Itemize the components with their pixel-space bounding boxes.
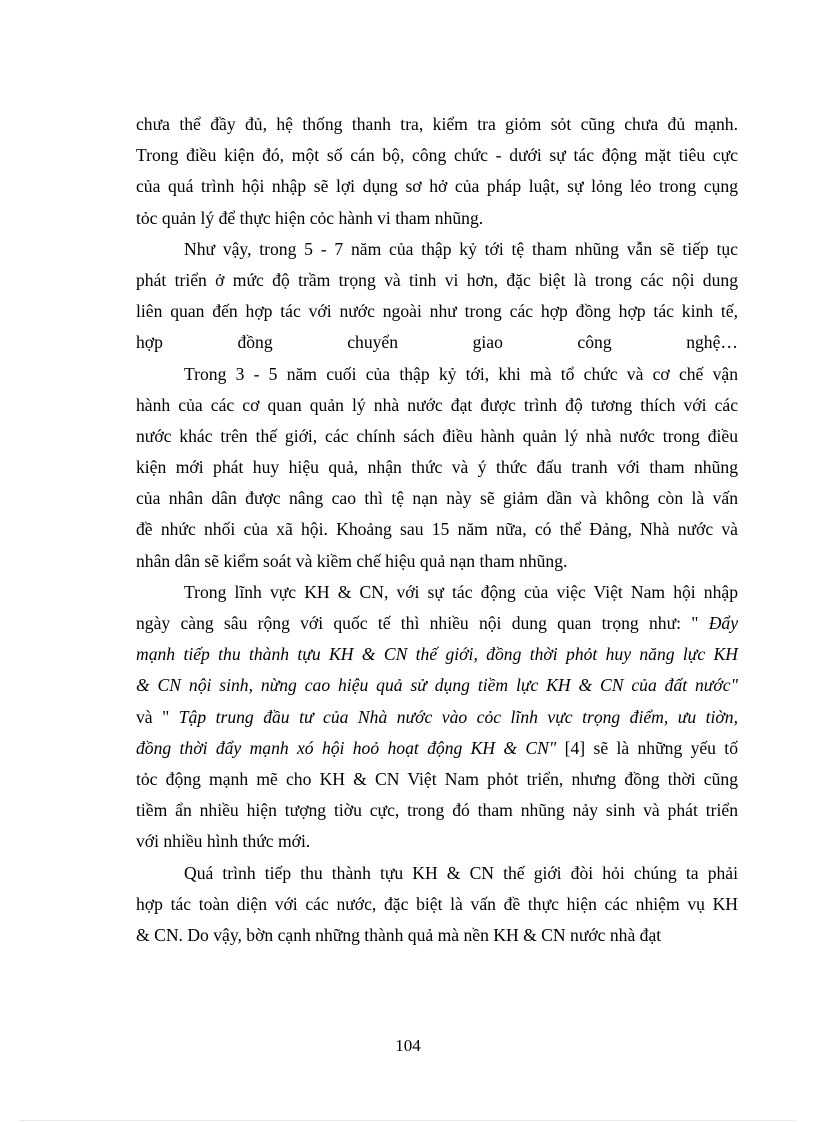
text-line bbox=[136, 639, 738, 670]
text-line bbox=[136, 608, 738, 639]
text-segment: Trong 3 - 5 năm cuối của thập kỷ tới, khi mà tổ chức và cơ chế vận bbox=[184, 363, 738, 384]
page-bottom-divider bbox=[20, 1120, 796, 1121]
text-line bbox=[136, 764, 738, 795]
text-segment: hợp tác toàn diện với các nước, đặc biệt là vấn đề thực hiện các nhiệm vụ KH bbox=[136, 893, 738, 914]
text-segment: của nhân dân được nâng cao thì tệ nạn này sẽ giảm dần và không còn là vấn bbox=[136, 488, 738, 509]
text-segment: liên quan đến hợp tác với nước ngoài như trong các hợp đồng hợp tác kinh tế, bbox=[136, 301, 738, 322]
body-text bbox=[136, 109, 738, 951]
text-segment: Trong điều kiện đó, một số cán bộ, công chức - dưới sự tác động mặt tiêu cực bbox=[136, 145, 738, 166]
text-segment: ngày càng sâu rộng với quốc tế thì nhiều nội dung quan trọng như: " bbox=[136, 613, 709, 633]
text-segment: chưa thể đầy đủ, hệ thống thanh tra, kiểm tra giỏm sỏt cũng chưa đủ mạnh. bbox=[136, 114, 738, 134]
text-line bbox=[136, 577, 738, 608]
text-line bbox=[136, 390, 738, 421]
text-line bbox=[136, 483, 738, 514]
text-segment: & CN. Do vậy, bờn cạnh những thành quả mà nền KH & CN nước nhà đạt bbox=[136, 924, 662, 945]
text-segment: tiềm ẩn nhiều hiện tượng tiờu cực, trong đó tham nhũng nảy sinh và phát triển bbox=[136, 800, 738, 821]
text-line bbox=[136, 858, 738, 889]
text-line bbox=[136, 670, 738, 701]
text-line bbox=[136, 359, 738, 390]
text-line bbox=[136, 234, 738, 265]
text-segment: hành của các cơ quan quản lý nhà nước đạt được trình độ tương thích với các bbox=[136, 394, 738, 415]
italic-quote-segment: & CN nội sinh, nừng cao hiệu quả sử dụng tiềm lực KH & CN của đất nước" bbox=[136, 675, 738, 696]
text-segment: đề nhức nhối của xã hội. Khoảng sau 15 năm nữa, có thể Đảng, Nhà nước và bbox=[136, 519, 738, 540]
text-line bbox=[136, 889, 738, 920]
text-segment: với nhiều hình thức mới. bbox=[136, 831, 311, 852]
text-line bbox=[136, 109, 738, 140]
text-segment: của quá trình hội nhập sẽ lợi dụng sơ hở của pháp luật, sự lỏng lẻo trong cụng bbox=[136, 176, 738, 197]
text-line bbox=[136, 140, 738, 171]
text-segment: nhân dân sẽ kiểm soát và kiềm chế hiệu quả nạn tham nhũng. bbox=[136, 550, 568, 571]
text-line bbox=[136, 327, 738, 358]
text-line bbox=[136, 421, 738, 452]
text-line bbox=[136, 795, 738, 826]
text-segment: nước khác trên thế giới, các chính sách điều hành quản lý nhà nước trong điều bbox=[136, 425, 738, 446]
text-segment: Quá trình tiếp thu thành tựu KH & CN thế giới đòi hỏi chúng ta phải bbox=[184, 862, 738, 883]
italic-quote-segment: mạnh tiếp thu thành tựu KH & CN thế giới, đồng thời phỏt huy năng lực KH bbox=[136, 644, 738, 665]
text-segment: và " bbox=[136, 706, 179, 727]
text-line bbox=[136, 826, 738, 857]
text-segment: kiện mới phát huy hiệu quả, nhận thức và ý thức đấu tranh với tham nhũng bbox=[136, 457, 738, 478]
italic-quote-segment: Tập trung đầu tư của Nhà nước vào cỏc lĩnh vực trọng điểm, ưu tiờn, bbox=[178, 706, 738, 727]
text-line bbox=[136, 514, 738, 545]
text-segment: phát triển ở mức độ trầm trọng và tinh vi hơn, đặc biệt là trong các nội dung bbox=[136, 269, 738, 290]
text-line bbox=[136, 702, 738, 733]
page-number: 104 bbox=[395, 1036, 421, 1055]
text-segment: Trong lĩnh vực KH & CN, với sự tác động của việc Việt Nam hội nhập bbox=[184, 581, 738, 602]
text-line bbox=[136, 920, 738, 951]
text-line bbox=[136, 171, 738, 202]
text-line bbox=[136, 203, 738, 234]
italic-quote-segment: đồng thời đẩy mạnh xó hội hoỏ hoạt động KH & CN" bbox=[136, 737, 557, 758]
text-segment: tỏc động mạnh mẽ cho KH & CN Việt Nam phỏt triển, nhưng đồng thời cũng bbox=[136, 768, 738, 789]
text-line bbox=[136, 546, 738, 577]
text-segment: hợp đồng chuyển giao công nghệ… bbox=[136, 332, 738, 353]
text-line bbox=[136, 733, 738, 764]
text-line bbox=[136, 452, 738, 483]
text-line bbox=[136, 296, 738, 327]
italic-quote-segment: Đẩy bbox=[708, 613, 738, 633]
text-segment: Như vậy, trong 5 - 7 năm của thập kỷ tới tệ tham nhũng vẫn sẽ tiếp tục bbox=[184, 238, 738, 259]
text-segment: tỏc quản lý để thực hiện cỏc hành vi tham nhũng. bbox=[136, 207, 484, 228]
text-line bbox=[136, 265, 738, 296]
text-segment: [4] sẽ là những yếu tố bbox=[556, 737, 738, 758]
